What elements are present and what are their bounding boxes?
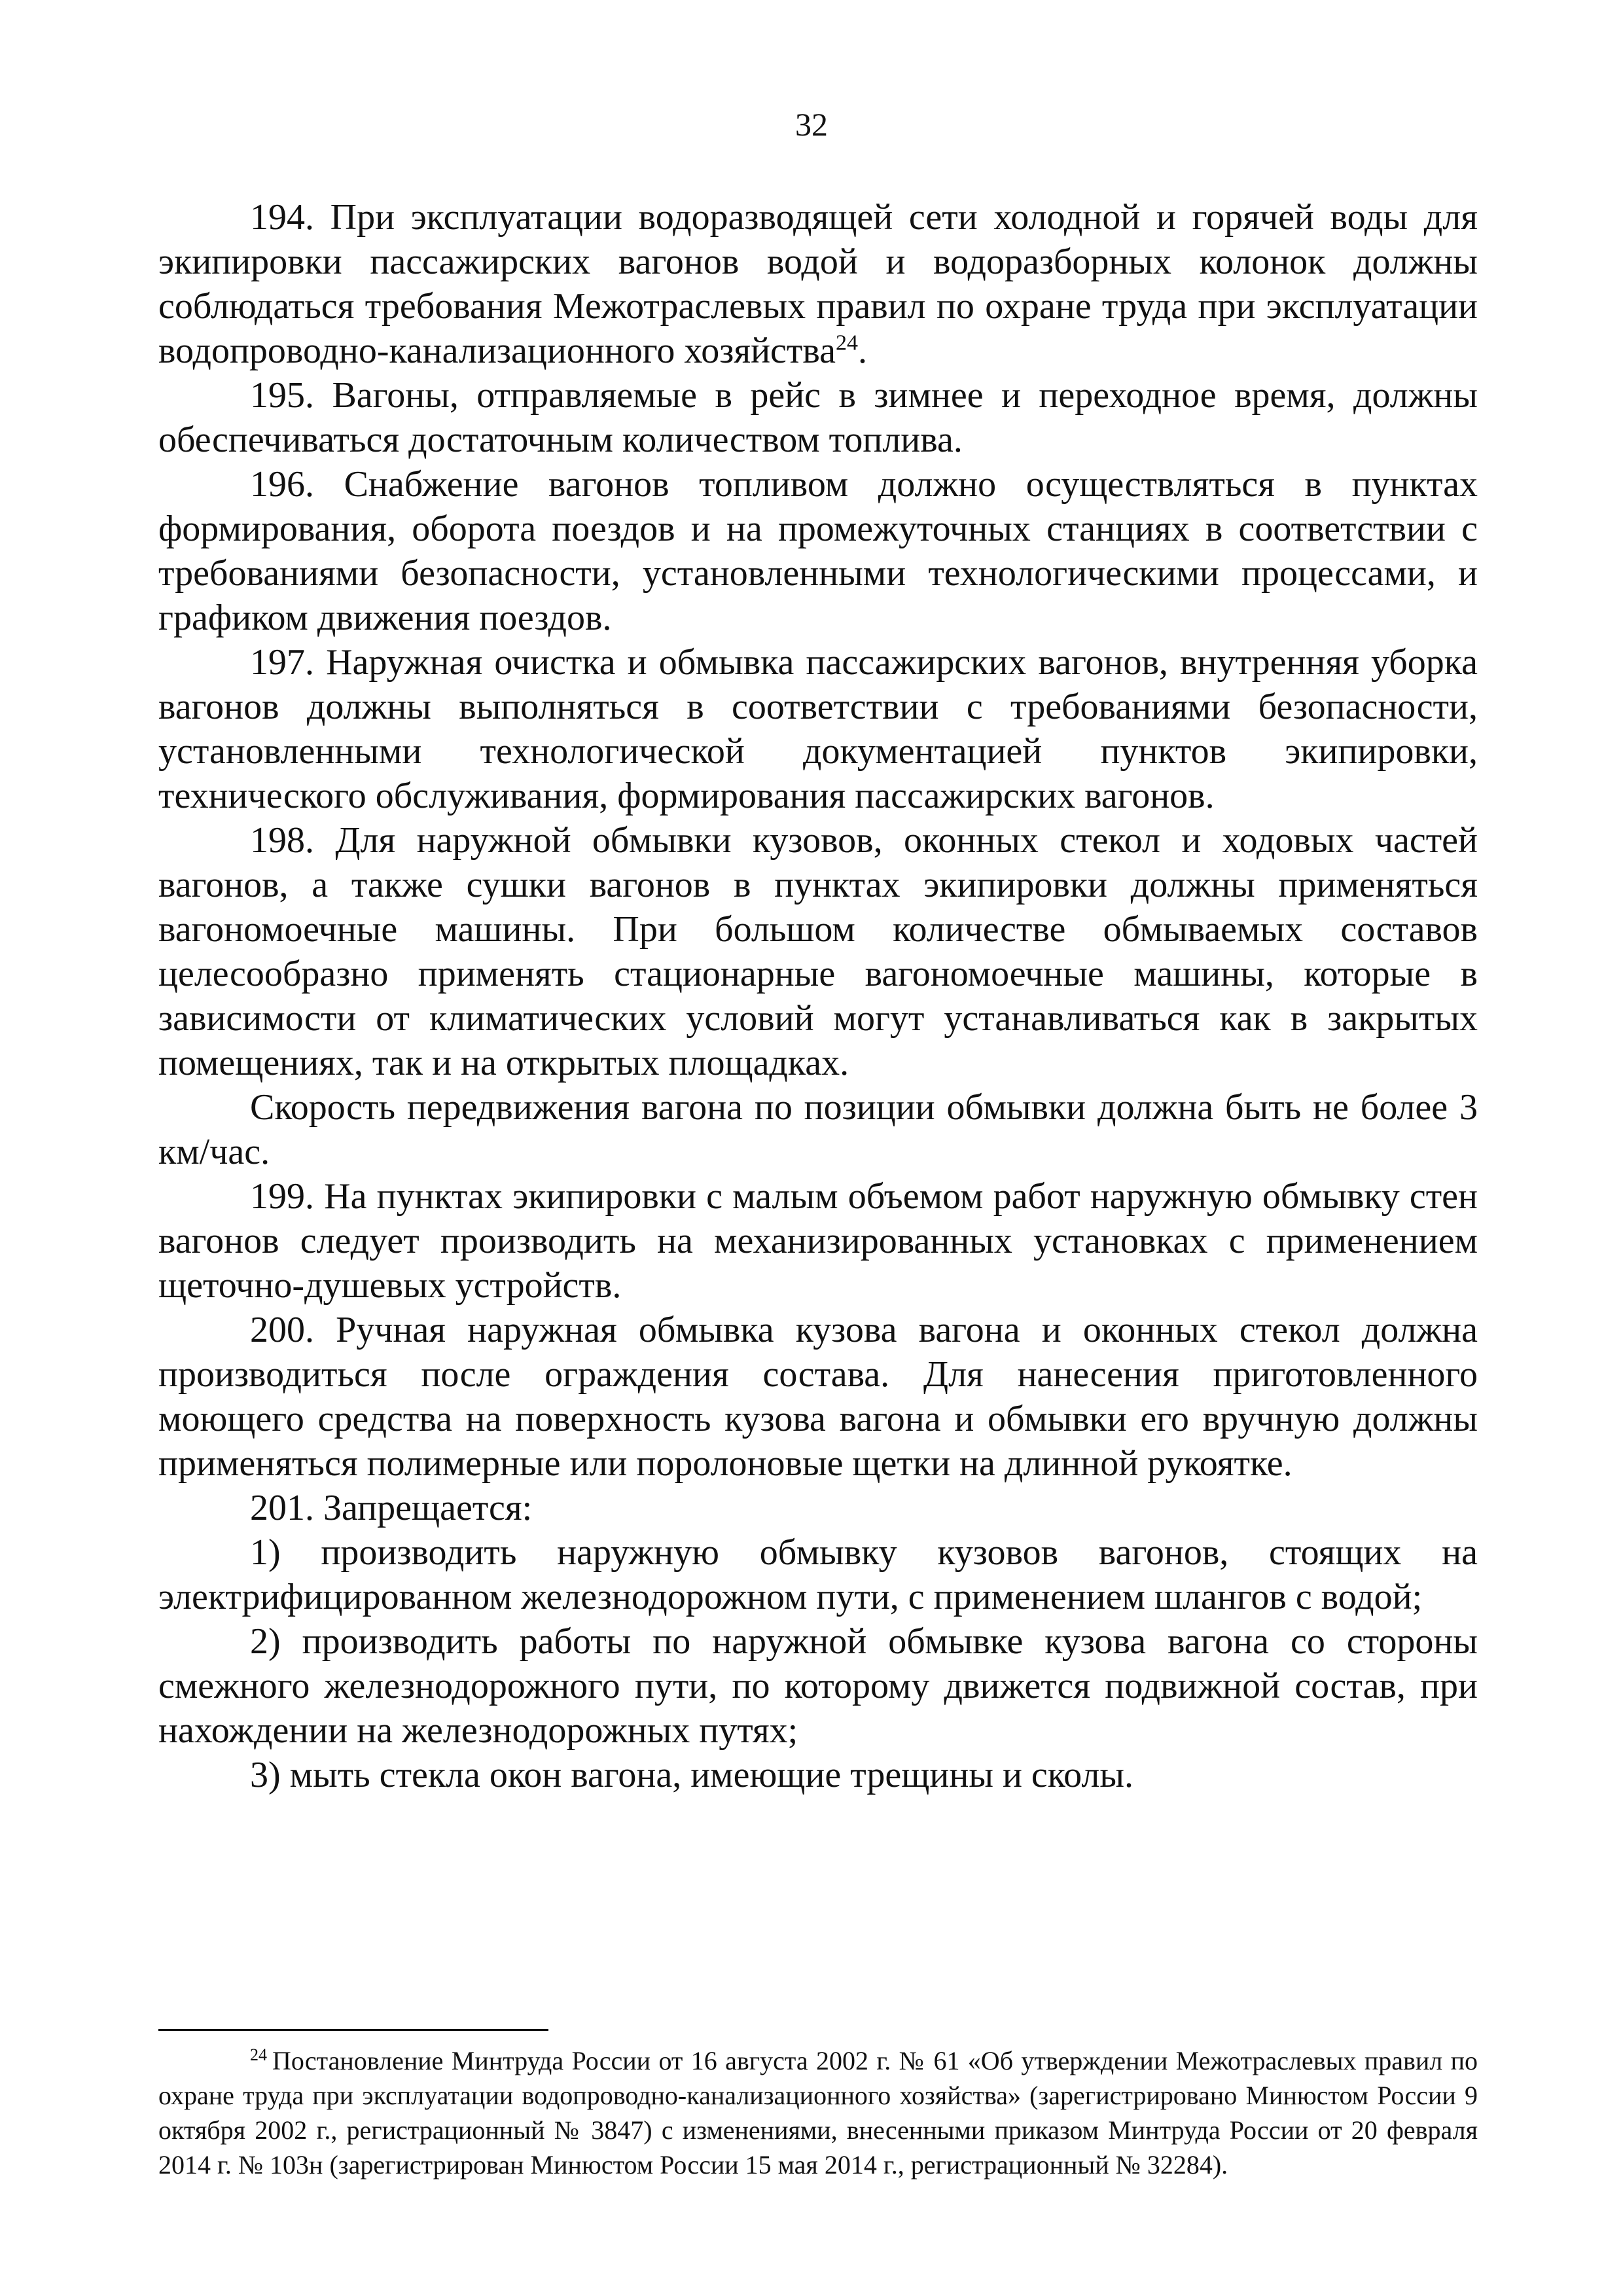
paragraph-194 — [158, 195, 1478, 373]
paragraph-198-speed: Скорость передвижения вагона по позиции обмывки должна быть не более 3 км/час. — [158, 1087, 1478, 1172]
paragraph-text: 194. При эксплуатации водоразводящей сети холодной и горячей воды для экипировки пассажирских вагонов водой и водоразборных колонок должны соблюдаться требования Межотраслевых правил по охране труда при эксплуатации водопроводно-канализационного хозяйства — [158, 197, 1478, 371]
page-number: 32 — [795, 106, 828, 143]
paragraph-198: 198. Для наружной обмывки кузовов, оконных стекол и ходовых частей вагонов, а также сушки вагонов в пунктах экипировки должны применяться вагономоечные машины. При большом количестве обмываемых составов целесообразно применять стационарные вагономоечные машины, которые в зависимости от климатических условий могут устанавливаться как в закрытых помещениях, так и на открытых площадках. — [158, 820, 1478, 1083]
footnote-separator — [158, 2029, 548, 2031]
footnote-number: 24 — [250, 2045, 267, 2064]
paragraph-196: 196. Снабжение вагонов топливом должно осуществляться в пунктах формирования, оборота поездов и на промежуточных станциях в соответствии с требованиями безопасности, установленными технологическими процессами, и графиком движения поездов. — [158, 464, 1478, 638]
paragraph-201: 201. Запрещается: — [250, 1488, 533, 1528]
paragraph-197: 197. Наружная очистка и обмывка пассажирских вагонов, внутренняя уборка вагонов должны выполняться в соответствии с требованиями безопасности, установленными технологической документацией пунктов экипировки, технического обслуживания, формирования пассажирских вагонов. — [158, 642, 1478, 816]
paragraph-tail: . — [857, 331, 867, 371]
paragraph-200: 200. Ручная наружная обмывка кузова вагона и оконных стекол должна производиться после ограждения состава. Для нанесения приготовленного моющего средства на поверхность кузова вагона и обмывки его вручную должны применяться полимерные или поролоновые щетки на длинной рукоятке. — [158, 1310, 1478, 1484]
list-item-201-3: 3) мыть стекла окон вагона, имеющие трещины и сколы. — [250, 1755, 1133, 1795]
footnote-24 — [158, 2043, 1478, 2182]
paragraph-195: 195. Вагоны, отправляемые в рейс в зимнее и переходное время, должны обеспечиваться достаточным количеством топлива. — [158, 375, 1478, 460]
list-item-201-1: 1) производить наружную обмывку кузовов вагонов, стоящих на электрифицированном железнодорожном пути, с применением шлангов с водой; — [158, 1532, 1478, 1617]
footnote — [158, 2043, 1478, 2182]
list-item-201-2: 2) производить работы по наружной обмывке кузова вагона со стороны смежного железнодорожного пути, по которому движется подвижной состав, при нахождении на железнодорожных путях; — [158, 1621, 1478, 1751]
footnote-reference[interactable]: 24 — [835, 331, 858, 355]
footnote-text: Постановление Минтруда России от 16 августа 2002 г. № 61 «Об утверждении Межотраслевых правил по охране труда при эксплуатации водопроводно-канализационного хозяйства» (зарегистрировано Минюстом России 9 октября 2002 г., регистрационный № 3847) с изменениями, внесенными приказом Минтруда России от 20 февраля 2014 г. № 103н (зарегистрирован Минюстом России 15 мая 2014 г., регистрационный № 32284). — [158, 2046, 1478, 2179]
body-text — [158, 195, 1478, 1797]
paragraph-199: 199. На пунктах экипировки с малым объемом работ наружную обмывку стен вагонов следует производить на механизированных установках с применением щеточно-душевых устройств. — [158, 1176, 1478, 1306]
